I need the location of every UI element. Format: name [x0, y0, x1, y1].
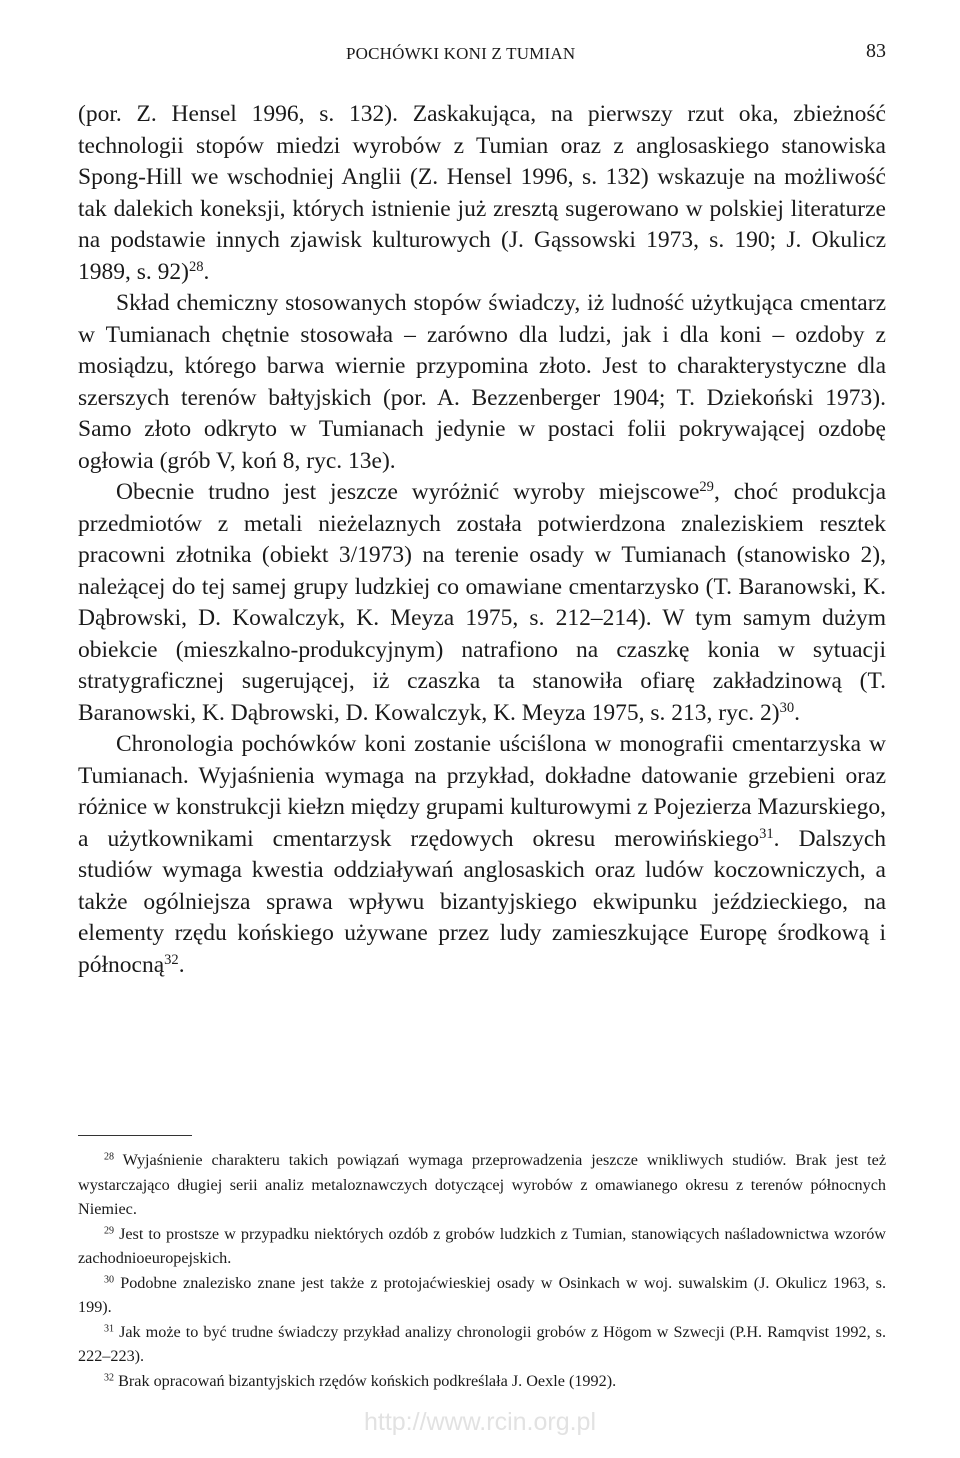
footnote-ref: 28: [188, 258, 204, 275]
footnote-number: 30: [104, 1273, 115, 1285]
footnote-number: 28: [104, 1151, 115, 1163]
watermark-url: http://www.rcin.org.pl: [363, 1408, 597, 1436]
paragraph: [78, 99, 886, 288]
footnote: [78, 1222, 886, 1271]
paragraph-text: Chronologia pochówków koni zostanie uściślona w monografii cmentarzyska w Tumianach. Wyjaśnienia wymaga na przykład, dokładne datowanie grzebieni oraz różnice w konstrukcji kiełzn między grupami kulturowymi z Pojezierza Mazurskiego, a użytkownikami cmentarzysk rzędowych okresu merowińskiego: [78, 731, 886, 852]
paragraph: [78, 729, 886, 981]
paragraph-text: , choć produkcja przedmiotów z metali nieżelaznych została potwierdzona znaleziskiem resztek pracowni złotnika (obiekt 3/1973) na terenie osady w Tumianach (stanowisko 2), należącej do tej samej grupy ludzkiej co omawiane cmentarzysko (T. Baranowski, K. Dąbrowski, D. Kowalczyk, K. Meyza 1975, s. 212–214). W tym samym dużym obiekcie (mieszkalno-produkcyjnym) natrafiono na czaszkę konia w sytuacji stratygraficznej sugerującej, iż czaszka ta stanowiła ofiarę zakładzinową (T. Baranowski, K. Dąbrowski, D. Kowalczyk, K. Meyza 1975, s. 213, ryc. 2): [78, 479, 887, 726]
page-number: 83: [866, 40, 886, 62]
footnote-number: 31: [104, 1322, 115, 1334]
footnote-ref: 30: [779, 699, 795, 716]
footnote-divider: [78, 1135, 192, 1136]
footnote-ref: 29: [699, 479, 714, 495]
paragraph-text: Obecnie trudno jest jeszcze wyróżnić wyroby miejscowe: [116, 479, 700, 505]
footnote-ref: 32: [164, 951, 179, 968]
running-head: POCHÓWKI KONI Z TUMIAN: [346, 44, 576, 63]
footnotes: [78, 1148, 886, 1393]
paragraph-text: . Dalszych studiów wymaga kwestia oddziaływań anglosaskich oraz ludów koczowniczych, a także ogólniejsza sprawa wpływu bizantyjskiego ekwipunku jeździeckiego, na elementy rzędu końskiego używane przez ludy zamieszkujące Europę środkową i północną: [78, 825, 887, 978]
footnote-text: Brak opracowań bizantyjskich rzędów końskich podkreślała J. Oexle (1992).: [118, 1371, 617, 1390]
footnote: [78, 1369, 886, 1394]
footnote-number: 32: [104, 1371, 115, 1383]
footnote-number: 29: [104, 1224, 115, 1236]
footnote: [78, 1271, 886, 1320]
footnote-text: Jak może to być trudne świadczy przykład analizy chronologii grobów z Högom w Szwecji (P.H. Ramqvist 1992, s. 222–223).: [78, 1322, 886, 1365]
footnote-text: Podobne znalezisko znane jest także z protojaćwieskiej osady w Osinkach w woj. suwalskim (J. Okulicz 1963, s. 199).: [78, 1273, 886, 1316]
body-text: [78, 99, 886, 981]
paragraph: [78, 288, 886, 477]
footnote: [78, 1320, 886, 1369]
paragraph-text: .: [794, 699, 801, 726]
footnote-text: Jest to prostsze w przypadku niektórych ozdób z grobów ludzkich z Tumian, stanowiących naśladownictwa wzorów zachodnioeuropejskich.: [78, 1224, 886, 1267]
footnote: [78, 1148, 886, 1222]
paragraph-text: .: [178, 951, 185, 978]
paragraph: [78, 477, 886, 729]
footnote-ref: 31: [759, 825, 774, 842]
paragraph-text: (por. Z. Hensel 1996, s. 132). Zaskakująca, na pierwszy rzut oka, zbieżność technologii stopów miedzi wyrobów z Tumian oraz z anglosaskiego stanowiska Spong-Hill we wschodniej Anglii (Z. Hensel 1996, s. 132) wskazuje na możliwość tak dalekich koneksji, których istnienie już zresztą sugerowano w polskiej literaturze na podstawie innych zjawisk kulturowych (J. Gąssowski 1973, s. 190; J. Okulicz 1989, s. 92): [78, 101, 886, 285]
footnote-text: Wyjaśnienie charakteru takich powiązań wymaga przeprowadzenia jeszcze wnikliwych studiów. Brak jest też wystarczająco długiej serii analiz metaloznawczych dotyczącej wyrobów z omawianego okresu z terenów północnych Niemiec.: [78, 1151, 886, 1218]
paragraph-text: .: [203, 258, 210, 285]
paragraph-text: Skład chemiczny stosowanych stopów świadczy, iż ludność użytkująca cmentarz w Tumianach chętnie stosowała – zarówno dla ludzi, jak i dla koni – ozdoby z mosiądzu, którego barwa wiernie przypomina złoto. Jest to charakterystyczne dla szerszych terenów bałtyjskich (por. A. Bezzenberger 1904; T. Dziekoński 1973). Samo złoto odkryto w Tumianach jedynie w postaci folii pokrywającej ozdobę ogłowia (grób V, koń 8, ryc. 13e).: [78, 290, 886, 474]
